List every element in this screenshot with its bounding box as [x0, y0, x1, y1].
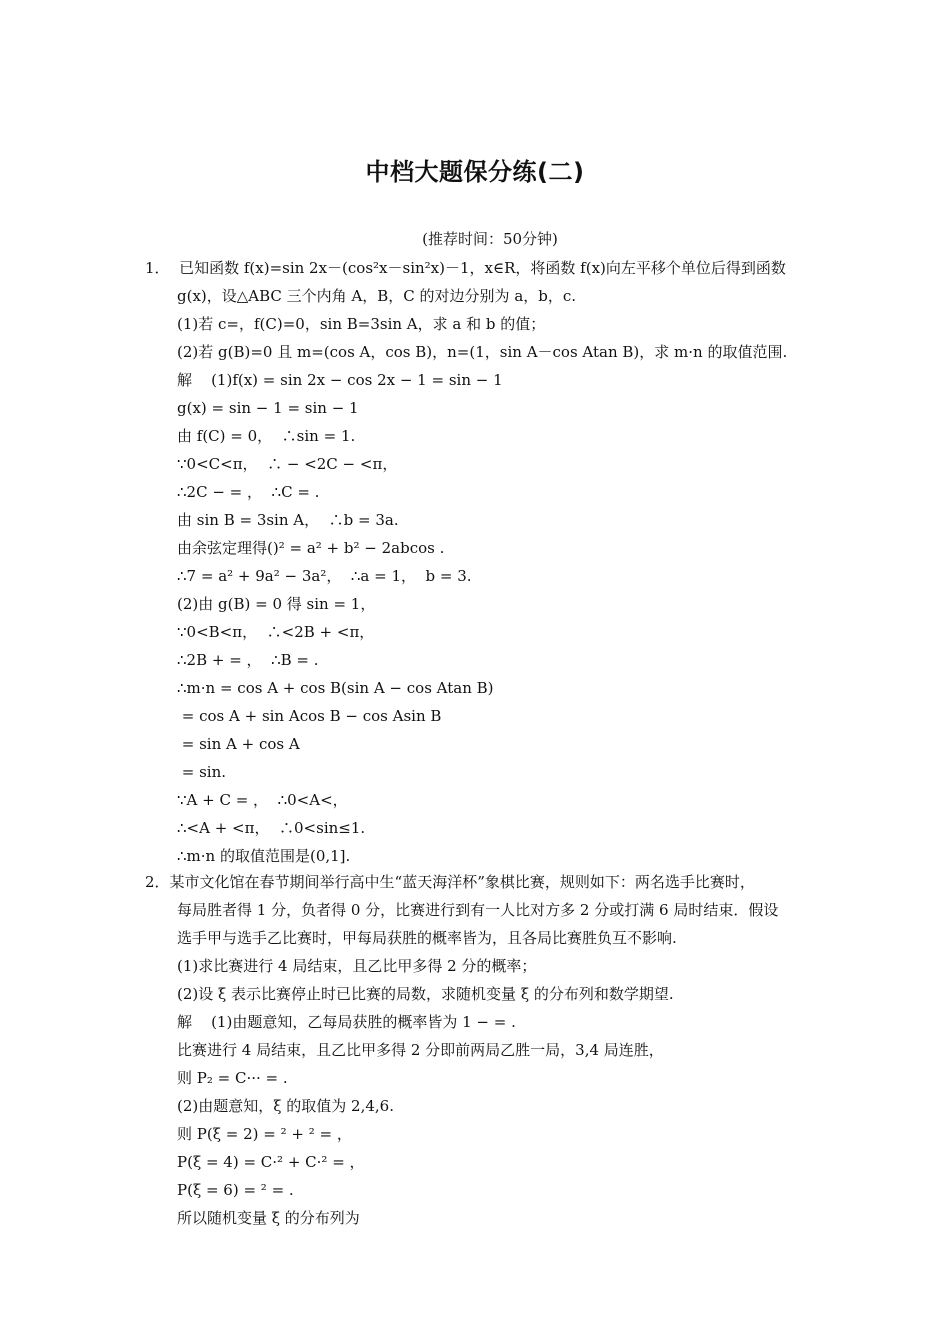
text-line: 则 P₂ = C··· = . — [177, 1069, 288, 1087]
text-line: P(ξ = 4) = C·² + C·² = ， — [177, 1153, 365, 1171]
text-line: ∴m·n 的取值范围是(0,1]. — [177, 847, 351, 865]
text-line: g(x)，设△ABC 三个内角 A，B，C 的对边分别为 a，b，c. — [177, 287, 577, 305]
problem-statement-line: 2．某市文化馆在春节期间举行高中生“蓝天海洋杯”象棋比赛，规则如下：两名选手比赛时， — [145, 873, 755, 891]
text-line: = sin A + cos A — [177, 735, 300, 753]
text-line: (2)由 g(B) = 0 得 sin = 1， — [177, 595, 376, 613]
text-line: ∴7 = a² + 9a² − 3a²， ∴a = 1， b = 3. — [177, 567, 472, 585]
text-line: 比赛进行 4 局结束，且乙比甲多得 2 分即前两局乙胜一局，3,4 局连胜， — [177, 1041, 664, 1059]
text-line: 每局胜者得 1 分，负者得 0 分，比赛进行到有一人比对方多 2 分或打满 6 局时结束．假设 — [177, 901, 779, 919]
text-line: 由 f(C) = 0， ∴sin = 1. — [177, 427, 356, 445]
recommended-time: (推荐时间：50分钟) — [422, 230, 558, 248]
text-line: g(x) = sin − 1 = sin − 1 — [177, 399, 359, 417]
text-line: 所以随机变量 ξ 的分布列为 — [177, 1209, 360, 1227]
text-line: P(ξ = 6) = ² = . — [177, 1181, 294, 1199]
text-line: 由余弦定理得()² = a² + b² − 2abcos . — [177, 539, 445, 557]
text-line: ∴2C − = ， ∴C = . — [177, 483, 320, 501]
text-line: (2)若 g(B)=0 且 m=(cos A，cos B)，n=(1，sin A－cos Atan B)，求 m·n 的取值范围. — [177, 343, 788, 361]
page-title: 中档大题保分练(二) — [365, 158, 585, 186]
text-line: 解 (1)f(x) = sin 2x − cos 2x − 1 = sin − 1 — [177, 371, 503, 389]
text-line: ∴<A + <π， ∴0<sin≤1. — [177, 819, 366, 837]
text-line: 选手甲与选手乙比赛时，甲每局获胜的概率皆为，且各局比赛胜负互不影响. — [177, 929, 677, 947]
text-line: (1)若 c=，f(C)=0，sin B=3sin A，求 a 和 b 的值； — [177, 315, 546, 333]
text-line: ∵0<C<π， ∴ − <2C − <π， — [177, 455, 398, 473]
text-line: 由 sin B = 3sin A， ∴b = 3a. — [177, 511, 399, 529]
text-line: (1)求比赛进行 4 局结束，且乙比甲多得 2 分的概率； — [177, 957, 537, 975]
text-line: 则 P(ξ = 2) = ² + ² = ， — [177, 1125, 352, 1143]
text-line: (2)设 ξ 表示比赛停止时已比赛的局数，求随机变量 ξ 的分布列和数学期望. — [177, 985, 674, 1003]
text-line: (2)由题意知，ξ 的取值为 2,4,6. — [177, 1097, 394, 1115]
text-line: ∴2B + = ， ∴B = . — [177, 651, 319, 669]
problem-statement-line: 1． 已知函数 f(x)=sin 2x－(cos²x－sin²x)－1，x∈R，将函数 f(x)向左平移个单位后得到函数 — [145, 259, 786, 277]
text-line: = sin. — [177, 763, 227, 781]
text-line: ∴m·n = cos A + cos B(sin A − cos Atan B) — [177, 679, 494, 697]
text-line: ∵A + C = ， ∴0<A<， — [177, 791, 348, 809]
text-line: ∵0<B<π， ∴<2B + <π， — [177, 623, 375, 641]
text-line: 解 (1)由题意知，乙每局获胜的概率皆为 1 − = . — [177, 1013, 516, 1031]
text-line: = cos A + sin Acos B − cos Asin B — [177, 707, 442, 725]
